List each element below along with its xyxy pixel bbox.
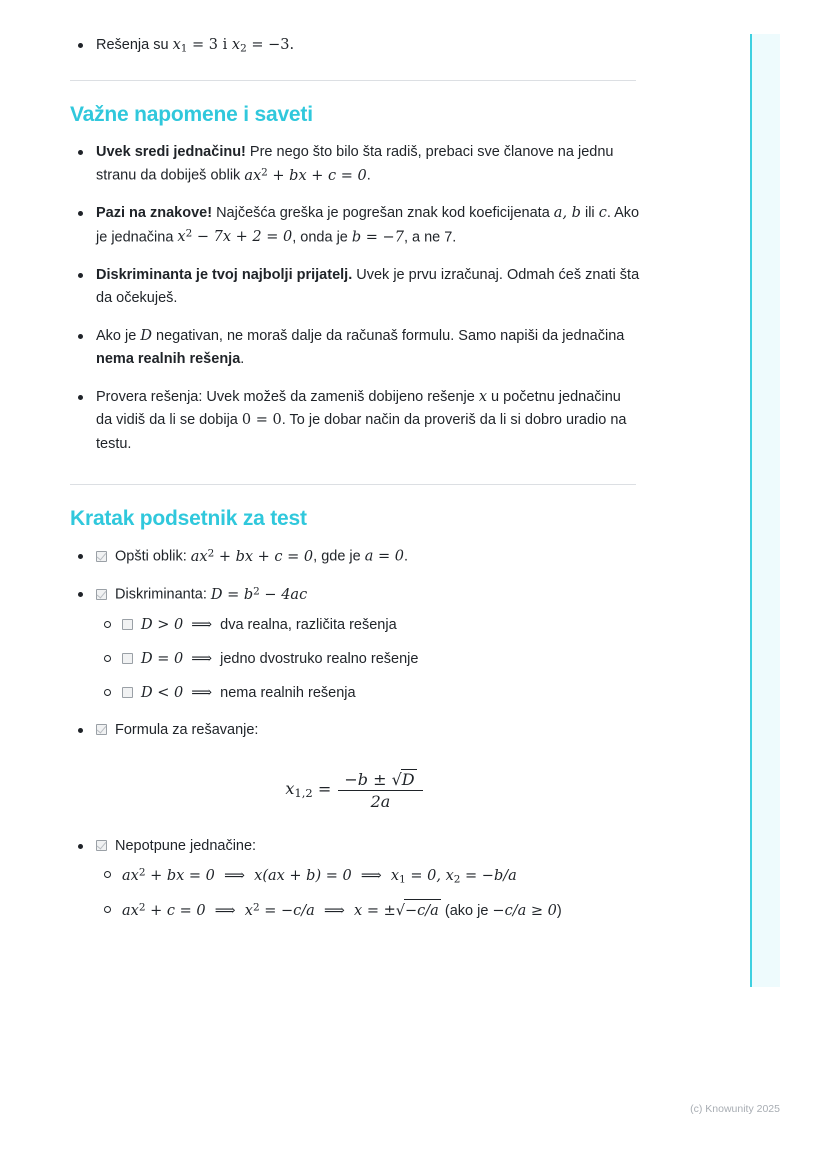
discriminant-cases	[96, 614, 640, 706]
item-text-2: negativan, ne moraš dalje da računaš formulu. Samo napiši da jednačina	[151, 327, 625, 344]
checklist-item-nepotpune	[70, 835, 640, 924]
list-item	[70, 264, 640, 311]
top-bullet-prefix: Rešenja su	[96, 37, 173, 53]
checklist-tail-2: .	[404, 548, 409, 565]
list-item	[70, 141, 640, 189]
math-incomplete-2: $ax^2 + c = 0$ ⟹ $x^2 = -c/a$ ⟹ x = ±√−c/a	[122, 903, 441, 919]
case-text: nema realnih rešenja	[220, 684, 356, 701]
checkbox-icon[interactable]	[122, 619, 133, 630]
arrow-icon: ⟹	[191, 650, 213, 667]
section-heading-kratak-podsetnik: Kratak podsetnik za test	[70, 507, 307, 531]
list-item	[96, 899, 640, 923]
item-tail: .	[366, 167, 371, 184]
item-tail: .	[240, 351, 245, 368]
math-c: c	[598, 205, 607, 222]
formula-denominator: 2a	[370, 791, 391, 811]
list-item	[70, 386, 640, 456]
item-bold-lead: Diskriminanta je tvoj najbolji prijatelj.	[96, 266, 353, 283]
list-item	[70, 325, 640, 372]
math-x: x	[478, 388, 488, 405]
math-D: D	[140, 327, 152, 344]
item-text-3: . To je dobar način da proveriš da li si dobro uradio na testu.	[96, 412, 627, 452]
checklist-continued	[70, 835, 640, 924]
item-text-2: ili	[580, 205, 599, 222]
list-item	[70, 34, 640, 58]
formula-fraction	[338, 769, 422, 811]
item-text: Uvek je prvu izračunaj. Odmah ćeš znati šta da očekuješ.	[96, 266, 640, 307]
list-item	[96, 614, 640, 637]
checklist-label: Nepotpune jednačine:	[115, 837, 257, 854]
item-bold-lead: Uvek sredi jednačinu!	[96, 143, 246, 160]
section-heading-vazne-napomene: Važne napomene i saveti	[70, 102, 313, 126]
vazne-napomene-list	[70, 141, 640, 457]
page-footer: (c) Knowunity 2025	[690, 1103, 780, 1115]
math-x2: $x_2$	[231, 37, 247, 55]
checklist-tail: , gde je	[313, 548, 365, 565]
checkbox-icon[interactable]	[122, 687, 133, 698]
checklist-item-formula	[70, 719, 640, 742]
formula-numerator: −b ± √D	[338, 769, 422, 791]
math-ab: a, b	[553, 205, 581, 222]
formula-equals: =	[317, 779, 332, 799]
quadratic-formula	[70, 769, 640, 811]
item-text-3: . Ako je jednačina	[96, 205, 640, 246]
item-text: Provera rešenja: Uvek možeš da zameniš dobijeno rešenje	[96, 388, 479, 405]
checkbox-icon[interactable]	[96, 724, 107, 735]
arrow-icon: ⟹	[191, 684, 213, 701]
checkbox-icon[interactable]	[96, 551, 107, 562]
list-item	[96, 682, 640, 705]
math-case: D < 0	[141, 684, 184, 701]
math-x1: $x_1$	[172, 37, 188, 55]
checklist	[70, 545, 640, 742]
item-text-2: u početnu jednačinu da vidiš da li se dobija	[96, 388, 621, 429]
math-general-form: $ax^2$ + bx + c = 0	[244, 166, 367, 184]
top-bullet-eq2: = −3.	[246, 37, 295, 53]
checklist-label: Opšti oblik:	[115, 548, 191, 565]
math-case: D > 0	[141, 616, 184, 633]
list-item	[96, 864, 640, 888]
top-bullet-eq1: = 3 i	[187, 37, 232, 53]
document-content	[70, 34, 640, 937]
divider-1	[70, 80, 636, 81]
item-bold-lead: Pazi na znakove!	[96, 205, 213, 222]
checklist-item-opsti-oblik	[70, 545, 640, 569]
math-zero-eq: 0 = 0	[241, 412, 282, 429]
case-text: dva realna, različita rešenja	[220, 616, 397, 633]
item-bold-inline: nema realnih rešenja	[96, 351, 241, 368]
math-incomplete-2-note: (ako je −c/a ≥ 0)	[444, 903, 562, 920]
checklist-label: Formula za rešavanje:	[115, 722, 259, 739]
top-bullet-list	[70, 34, 640, 58]
list-item	[70, 202, 640, 250]
formula-lhs: $x_{1,2}$	[285, 779, 313, 800]
right-rail-band	[752, 34, 780, 987]
item-text: Najčešća greška je pogrešan znak kod koeficijenata	[212, 205, 554, 222]
incomplete-equations	[96, 864, 640, 923]
checkbox-icon[interactable]	[96, 840, 107, 851]
checkbox-icon[interactable]	[122, 653, 133, 664]
math-incomplete-1: $ax^2$ + bx = 0 ⟹ x(ax + b) = 0 ⟹ $x_1 = 0$, $x_2 = -b/a$	[122, 866, 517, 886]
math-example-eq: $x^2 - 7x + 2 = 0$	[177, 227, 293, 246]
item-text-4: , onda je	[292, 229, 352, 246]
arrow-icon: ⟹	[191, 616, 213, 633]
item-tail: , a ne 7.	[403, 229, 457, 246]
right-rail-line	[750, 34, 752, 987]
item-text: Ako je	[96, 327, 141, 344]
case-text: jedno dvostruko realno rešenje	[220, 650, 419, 667]
math-case: D = 0	[141, 650, 184, 667]
math-discriminant: $D = b^2 - 4ac$	[210, 585, 308, 604]
item-text: Pre nego što bilo šta radiš, prebaci sve članove na jednu stranu da dobiješ oblik	[96, 143, 614, 184]
divider-2	[70, 484, 636, 485]
checkbox-icon[interactable]	[96, 589, 107, 600]
checklist-item-diskriminanta	[70, 583, 640, 705]
math-a-condition: a = 0	[364, 548, 404, 565]
math-general-form: $ax^2$ + bx + c = 0	[190, 547, 314, 565]
list-item	[96, 648, 640, 671]
math-b-value: b = −7	[351, 229, 404, 246]
checklist-label: Diskriminanta:	[115, 587, 211, 604]
